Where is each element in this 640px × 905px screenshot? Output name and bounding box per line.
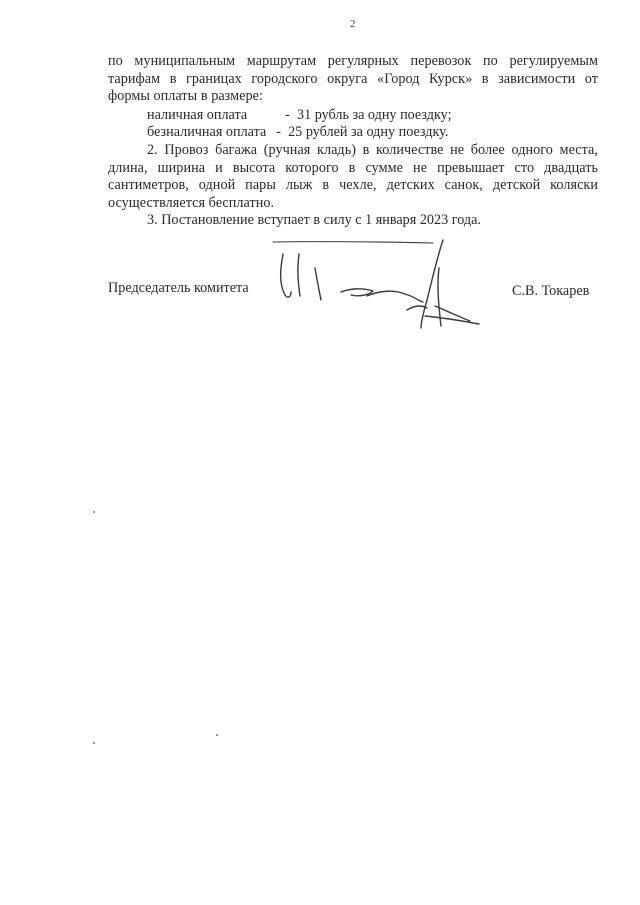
page-number: 2 — [350, 18, 356, 30]
paragraph-line: формы оплаты в размере: — [108, 88, 263, 104]
signatory-role: Председатель комитета — [108, 280, 249, 296]
paragraph-line: 2. Провоз багажа (ручная кладь) в количестве не более одного места, — [147, 142, 598, 158]
scan-speck — [93, 742, 95, 744]
payment-cashless-value: - 25 рублей за одну поездку. — [276, 124, 449, 140]
handwritten-signature — [255, 228, 485, 338]
paragraph-effective-date: 3. Постановление вступает в силу с 1 января 2023 года. — [147, 212, 481, 228]
paragraph-line: длина, ширина и высота которого в сумме не превышает сто двадцать — [108, 159, 598, 176]
signature-drawing — [255, 228, 485, 333]
paragraph-line: тарифам в границах городского округа «Город Курск» в зависимости от — [108, 70, 598, 87]
paragraph-baggage — [108, 142, 598, 212]
payment-cashless-row — [147, 124, 448, 142]
payment-cash-label: наличная оплата — [147, 107, 248, 123]
scan-speck — [216, 734, 218, 736]
scan-speck — [93, 511, 95, 513]
paragraph-fare-intro — [108, 53, 598, 106]
payment-cash-value: - 31 рубль за одну поездку; — [285, 107, 452, 123]
paragraph-line: сантиметров, одной пары лыж в чехле, детских санок, детской коляски — [108, 177, 598, 193]
paragraph-line: по муниципальным маршрутам регулярных перевозок по регулируемым — [108, 53, 598, 69]
payment-cashless-label: безналичная оплата — [147, 124, 267, 140]
paragraph-line: осуществляется бесплатно. — [108, 194, 275, 211]
signatory-name: С.В. Токарев — [512, 283, 590, 299]
payment-cash-row — [147, 107, 452, 125]
